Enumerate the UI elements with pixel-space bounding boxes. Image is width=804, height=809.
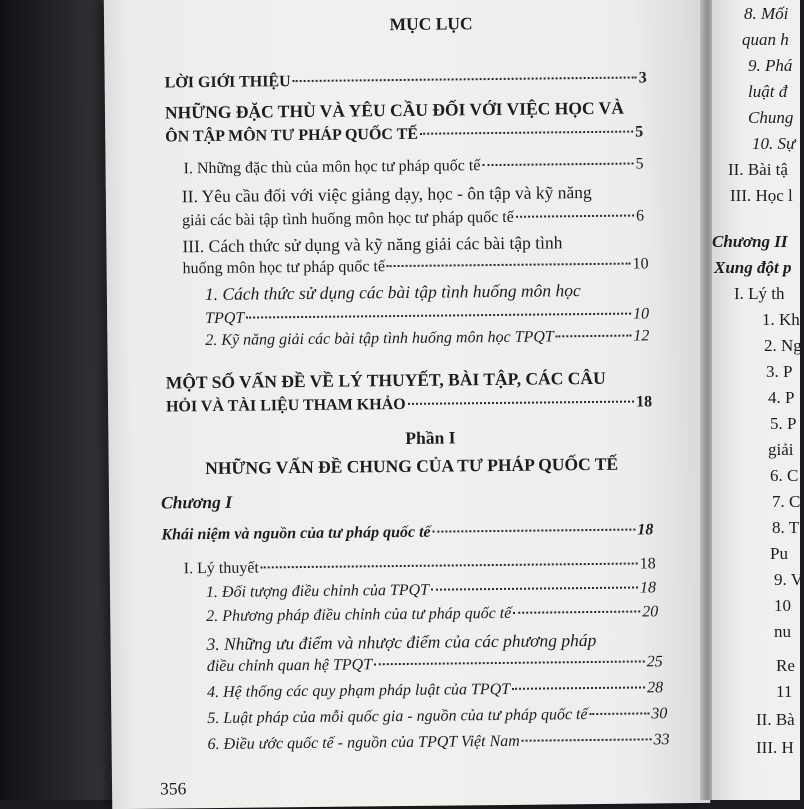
toc-entry-label: HỎI VÀ TÀI LIỆU THAM KHẢO [165,395,406,416]
right-page-line: III. H [756,738,794,757]
right-page-line: 10 [774,596,791,615]
toc-entry-label: 2. Phương pháp điều chỉnh của tư pháp quốc tế [206,604,512,626]
right-page-line: 2. Ng [764,336,802,355]
right-page-line: Chương II [712,232,788,251]
toc-page-number: 18 [635,393,653,411]
toc-entry [206,603,658,626]
page-number: 356 [159,778,187,799]
toc-page-number: 6 [635,207,645,225]
toc-page-number: 5 [635,155,644,173]
toc-entry [183,255,649,278]
toc-entry-label: II. Yêu cầu đối với việc giảng dạy, học - ôn tập và kỹ năng [181,181,592,207]
toc-page-number: 33 [653,731,670,749]
right-page-line: 10. Sự [752,134,796,153]
right-page-line: 5. P [770,414,797,433]
right-page-line: nu [774,622,791,641]
toc-entry [184,555,656,578]
part-title: Phần I [405,427,456,448]
toc-entry-label: giải các bài tập tình huống môn học tư pháp quốc tế [182,208,514,230]
toc-page-number: 10 [633,305,650,323]
toc-entry-label: 5. Luật pháp của mỗi quốc gia - nguồn của tư pháp quốc tế [207,706,588,728]
toc-entry-label: 1. Cách thức sử dụng các bài tập tình huống môn học [204,280,581,305]
toc-entry [165,69,647,92]
toc-entry-label: LỜI GIỚI THIỆU [164,73,291,92]
right-page-line: quan h [742,30,789,49]
toc-entry-label: I. Những đặc thù của môn học tư pháp quốc tế [183,157,481,178]
toc-entry-label: MỘT SỐ VẤN ĐỀ VỀ LÝ THUYẾT, BÀI TẬP, CÁC CÂU [165,367,606,393]
toc-entry [205,327,649,350]
toc-entry [166,393,652,416]
toc-entry-label: 2. Kỹ năng giải các bài tập tình huống môn học TPQT [205,328,554,350]
toc-entry-label: ÔN TẬP MÔN TƯ PHÁP QUỐC TẾ [165,125,419,146]
right-page-line: Re [776,656,795,675]
toc-entry-label: NHỮNG ĐẶC THÙ VÀ YÊU CẦU ĐỐI VỚI VIỆC HỌC VÀ [164,97,625,123]
right-page-line: 7. C [772,492,801,511]
right-page-line: luật đ [748,82,788,101]
chapter-title: Chương I [160,491,233,513]
toc-entry-label: huống môn học tư pháp quốc tế [182,258,386,278]
toc-entry-label: TPQT [205,309,245,328]
toc-entry [183,155,643,178]
toc-entry-label: Khái niệm và nguồn của tư pháp quốc tế [161,523,431,544]
right-page-line: 4. P [768,388,795,407]
page-title: MỤC LỤC [389,13,473,35]
right-page-line: giải [768,440,794,459]
toc-page-number: 20 [642,603,659,621]
toc-entry [207,653,663,676]
toc-page-number: 28 [646,679,664,697]
right-page-line: 8. Mối [744,4,789,23]
right-page-line: III. Học l [730,186,793,205]
right-page-line: Pu [770,544,788,563]
toc-entry [207,679,663,702]
toc-entry [205,305,649,328]
right-page-line: Chung [748,108,794,127]
toc-entry-label: III. Cách thức sử dụng và kỹ năng giải các bài tập tình [182,232,563,257]
right-page-line: 6. C [770,466,799,485]
toc-entry-label: 6. Điều ước quốc tế - nguồn của TPQT Việt Nam [207,732,520,754]
toc-page-number: 30 [651,705,668,723]
toc-entry [165,123,643,146]
right-page-line: 3. P [766,362,793,381]
toc-entry [182,207,644,230]
toc-page-number: 18 [637,521,654,539]
toc-entry-label: 3. Những ưu điểm và nhược điểm của các phương pháp [206,629,597,655]
right-page-line: II. Bà [756,710,795,729]
toc-page-number: 18 [639,579,657,597]
right-page-line: 1. Kh [762,310,800,329]
toc-entry [206,579,656,602]
toc-entry-label: điều chỉnh quan hệ TPQT [206,656,373,676]
toc-entry [208,731,670,754]
toc-entry-label: 1. Đối tượng điều chỉnh của TPQT [205,581,430,602]
part-subtitle: NHỮNG VẤN ĐỀ CHUNG CỦA TƯ PHÁP QUỐC TẾ [205,453,619,479]
right-page-line: II. Bài tậ [728,160,788,179]
toc-entry-label: 4. Hệ thống các quy phạm pháp luật của TPQT [206,680,511,702]
toc-entry [161,521,653,544]
right-page-line: Xung đột p [714,258,792,277]
toc-entry-label: I. Lý thuyết [183,559,259,578]
right-page-line: 9. V [774,570,803,589]
right-page-line: I. Lý th [734,284,785,303]
toc-page-number: 3 [638,69,647,87]
right-page-line: 9. Phá [748,56,793,75]
toc-page-number: 18 [639,555,656,573]
toc-page-number: 25 [646,653,663,671]
right-page-line: 8. T [772,518,800,537]
toc-page-number: 5 [635,123,644,141]
toc-page-number: 10 [632,255,649,273]
toc-page-number: 12 [633,327,650,345]
right-page-line: 11 [776,682,793,701]
toc-entry [207,705,667,728]
